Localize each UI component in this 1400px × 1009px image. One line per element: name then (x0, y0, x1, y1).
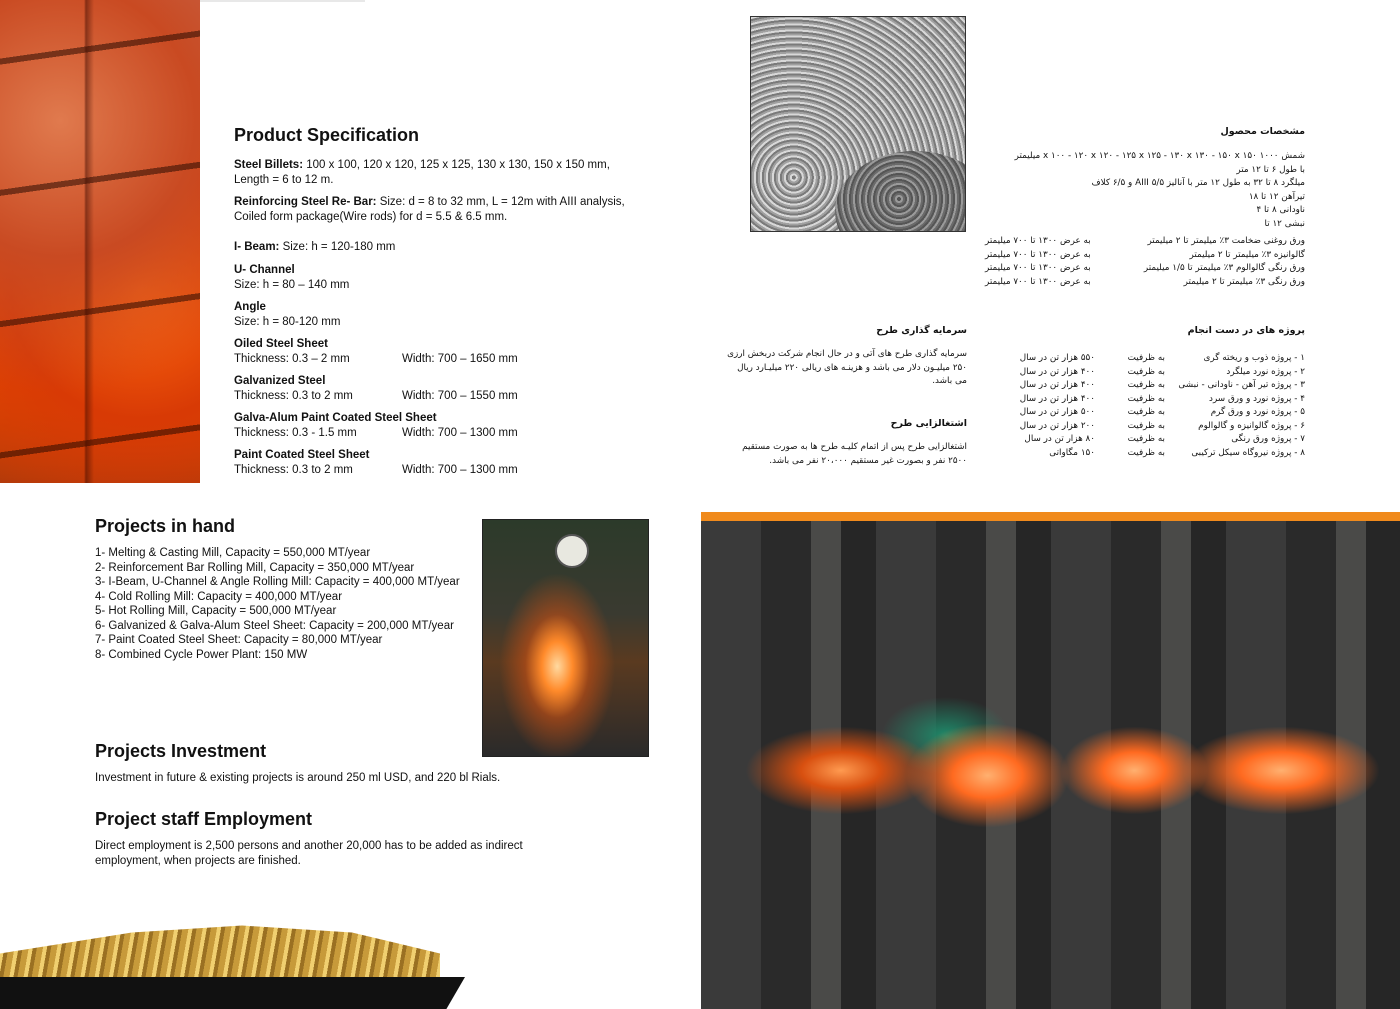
fa-projects-table (1010, 352, 1305, 460)
top-rule (200, 0, 365, 2)
projects-investment-text: Investment in future & existing projects is around 250 ml USD, and 220 bl Rials. (95, 772, 501, 784)
table-row: ۲ - پروژه نورد میلگرد به ظرفیت ۴۰۰ هزار تن در سال (1019, 366, 1305, 377)
list-item: 2- Reinforcement Bar Rolling Mill, Capacity = 350,000 MT/year (95, 561, 415, 574)
table-row: ۷ - پروژه ورق رنگی به ظرفیت ۸۰ هزار تن در سال (1024, 434, 1305, 444)
table-row: ۵ - پروژه نورد و ورق گرم به ظرفیت ۵۰۰ هزار تن در سال (1019, 407, 1305, 417)
fa-investment-text: سرمایه گذاری طرح های آتی و در حال انجام شرکت دربخش ارزی ۲۵۰ میلیـون دلار می باشد و هزینـه های ریالی ۲۲۰ میلیـارد ریال می باشد. (727, 349, 967, 386)
rolling-mill-photo (701, 512, 1400, 1009)
table-row: ۳ - پروژه تیر آهن - ناودانی - نبشی به ظرفیت ۴۰۰ هزار تن در سال (1019, 380, 1305, 390)
table-row: ۸ - پروژه نیروگاه سیکل ترکیبی به ظرفیت ۱۵۰ مگاواتی (1049, 447, 1305, 458)
clock-icon (555, 534, 589, 568)
fa-investment-heading: سرمایه گذاری طرح (876, 325, 967, 336)
fa-projects-heading: پروژه های در دست انجام (1187, 325, 1305, 336)
table-row: ورق رنگی گالوالوم ۳٪ میلیمتر تا ۱/۵ میلیمتر به عرض ۱۳۰۰ تا ۷۰۰ میلیمتر (985, 263, 1305, 273)
spec-paint-coated: Paint Coated Steel Sheet Thickness: 0.3 to 2 mm Width: 700 – 1300 mm (234, 449, 518, 476)
spec-oiled-sheet: Oiled Steel Sheet Thickness: 0.3 – 2 mm Width: 700 – 1650 mm (234, 338, 518, 365)
table-row: ۴ - پروژه نورد و ورق سرد به ظرفیت ۴۰۰ هزار تن در سال (1019, 393, 1305, 404)
projects-investment-heading: Projects Investment (95, 741, 267, 761)
spec-u-channel: U- Channel Size: h = 80 – 140 mm (234, 264, 350, 291)
table-row: ورق رنگی ۳٪ میلیمتر تا ۲ میلیمتر به عرض ۱۳۰۰ تا ۷۰۰ میلیمتر (985, 276, 1305, 287)
spec-i-beam: I- Beam: Size: h = 120-180 mm (234, 241, 396, 253)
spec-angle: Angle Size: h = 80-120 mm (234, 301, 341, 328)
fa-employment-heading: اشتغالزایی طرح (890, 418, 967, 429)
fa-product-spec-lines: شمش ۱۰۰۰ x ۱۰۰ - ۱۲۰ x ۱۲۰ - ۱۲۵ x ۱۲۵ - ۱۳۰ x ۱۳۰ - ۱۵۰ x ۱۵۰ میلیمتر با طول ۶ تا ۱۲ متر میلگرد ۸ تا ۳۲ به طول ۱۲ متر با آنالیز AIII ۵/۵ و ۶/۵ کلاف تیرآهن ۱۲ تا ۱۸ ناودانی ۸ تا ۴ نبشی ۱۲ تا (1014, 151, 1305, 229)
list-item: 7- Paint Coated Steel Sheet: Capacity = 80,000 MT/year (95, 634, 383, 646)
projects-in-hand-heading: Projects in hand (95, 516, 236, 536)
wire-coils-photo (750, 16, 966, 232)
staff-employment-heading: Project staff Employment (95, 809, 313, 829)
spec-galva-alum: Galva-Alum Paint Coated Steel Sheet Thickness: 0.3 - 1.5 mm Width: 700 – 1300 mm (234, 412, 518, 439)
projects-list (95, 546, 480, 662)
spec-steel-billets: Steel Billets: 100 x 100, 120 x 120, 125 x 125, 130 x 130, 150 x 150 mm, Length = 6 to 12 m. (234, 159, 610, 186)
orange-accent-bar (701, 512, 1400, 521)
list-item: 4- Cold Rolling Mill: Capacity = 400,000 MT/year (95, 590, 343, 603)
spec-galvanized: Galvanized Steel Thickness: 0.3 to 2 mm Width: 700 – 1550 mm (234, 375, 518, 402)
hot-rolling-photo (482, 519, 649, 757)
fa-product-spec-heading: مشخصات محصول (1220, 126, 1305, 137)
black-footer-strip (0, 977, 465, 1009)
table-row: گالوانیزه ۳٪ میلیمتر تا ۲ میلیمتر به عرض ۱۳۰۰ تا ۷۰۰ میلیمتر (985, 249, 1305, 260)
list-item: 8- Combined Cycle Power Plant: 150 MW (95, 648, 308, 661)
steel-billets-photo (0, 0, 200, 483)
fa-employment-text: اشتغالزایی طرح پس از اتمام کلیـه طرح ها به صورت مستقیم ۲۵۰۰ نفر و بصورت غیر مستقیم ۲۰،۰۰۰ نفر می باشد. (742, 442, 967, 466)
product-spec-heading: Product Specification (234, 125, 420, 145)
list-item: 6- Galvanized & Galva-Alum Steel Sheet: Capacity = 200,000 MT/year (95, 619, 454, 632)
spec-rebar: Reinforcing Steel Re- Bar: Size: d = 8 to 32 mm, L = 12m with AIII analysis, Coiled form package(Wire rods) for d = 5.5 & 6.5 mm. (234, 196, 625, 223)
staff-employment-text: Direct employment is 2,500 persons and another 20,000 has to be added as indirect employment, when projects are finished. (95, 840, 523, 867)
list-item: 5- Hot Rolling Mill, Capacity = 500,000 MT/year (95, 605, 337, 617)
table-row: ورق روغنی ضخامت ۳٪ میلیمتر تا ۲ میلیمتر به عرض ۱۳۰۰ تا ۷۰۰ میلیمتر (985, 236, 1305, 246)
list-item: 1- Melting & Casting Mill, Capacity = 550,000 MT/year (95, 547, 371, 559)
table-row: ۶ - پروژه گالوانیزه و گالوالوم به ظرفیت ۲۰۰ هزار تن در سال (1019, 420, 1305, 431)
fa-sheet-table (985, 235, 1305, 289)
table-row: ۱ - پروژه ذوب و ریخته گری به ظرفیت ۵۵۰ هزار تن در سال (1019, 353, 1305, 363)
list-item: 3- I-Beam, U-Channel & Angle Rolling Mill: Capacity = 400,000 MT/year (95, 576, 460, 588)
